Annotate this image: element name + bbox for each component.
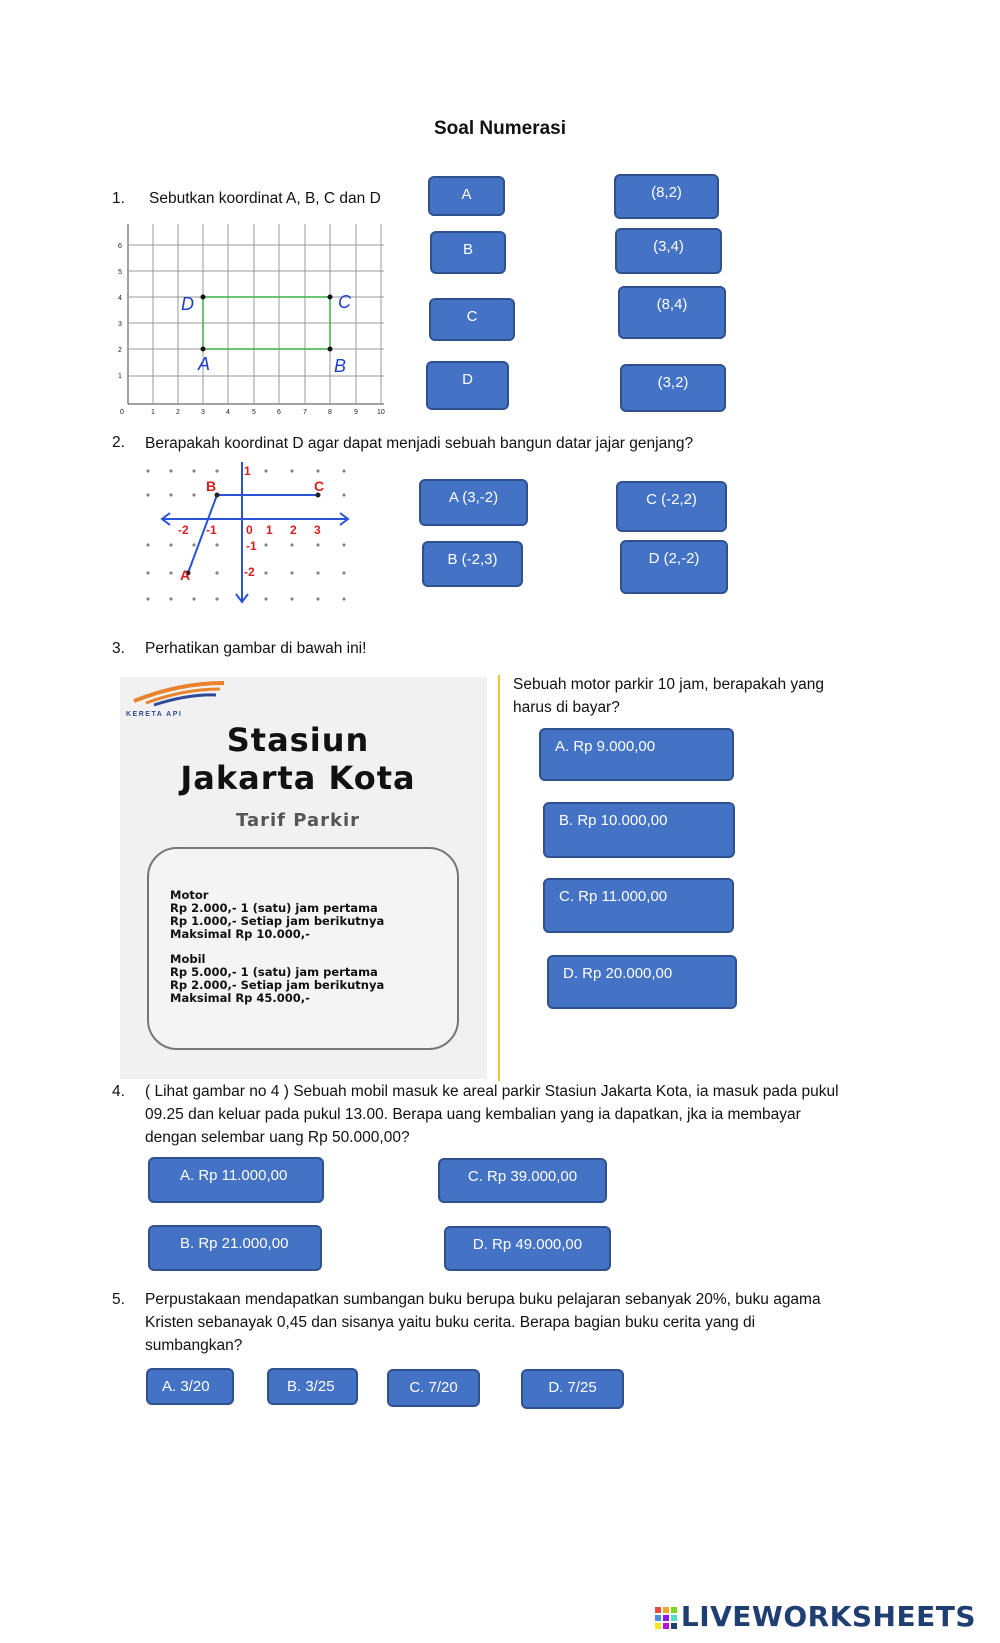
y-label: -2 (244, 565, 255, 579)
sign-subtitle: Tarif Parkir (236, 810, 360, 831)
sign-title-2: Jakarta Kota (180, 759, 416, 797)
q2-option-b[interactable]: B (-2,3) (422, 541, 523, 587)
page-title: Soal Numerasi (434, 118, 566, 139)
q4-number: 4. (112, 1083, 125, 1100)
q1-answer-2[interactable]: (3,4) (615, 228, 722, 274)
x-tick: 6 (277, 409, 281, 416)
q1-coordinate-grid (112, 218, 397, 418)
q2-option-c[interactable]: C (-2,2) (616, 481, 727, 532)
y-tick: 3 (118, 321, 122, 328)
tariff-line: Maksimal Rp 10.000,- (170, 927, 310, 941)
x-label: 1 (266, 523, 273, 537)
tariff-line: Mobil (170, 952, 206, 966)
point-label-c: C (314, 478, 325, 494)
q1-label-a[interactable]: A (428, 176, 505, 216)
point-label-d: D (181, 294, 194, 314)
q3-option-b[interactable]: B. Rp 10.000,00 (543, 802, 735, 858)
x-tick: 1 (151, 409, 155, 416)
q2-number: 2. (112, 434, 125, 451)
tariff-text (170, 889, 384, 1005)
kereta-api-logo (124, 679, 234, 719)
q1-text: Sebutkan koordinat A, B, C dan D (149, 190, 381, 207)
q2-text: Berapakah koordinat D agar dapat menjadi sebuah bangun datar jajar genjang? (145, 435, 694, 452)
x-label: -1 (206, 523, 217, 537)
tariff-line: Motor (170, 888, 209, 902)
divider-line (498, 675, 500, 1081)
q3-option-a[interactable]: A. Rp 9.000,00 (539, 728, 734, 781)
y-tick: 4 (118, 295, 122, 302)
q3-number: 3. (112, 640, 125, 657)
tariff-line: Rp 1.000,- Setiap jam berikutnya (170, 914, 385, 928)
x-label: 0 (246, 523, 253, 537)
x-label: 3 (314, 523, 321, 537)
x-tick: 3 (201, 409, 205, 416)
tariff-line: Maksimal Rp 45.000,- (170, 991, 310, 1005)
point-label-b: B (206, 478, 217, 494)
y-tick: 5 (118, 269, 122, 276)
q4-option-c[interactable]: C. Rp 39.000,00 (438, 1158, 607, 1203)
q2-option-d[interactable]: D (2,-2) (620, 540, 728, 594)
q1-number: 1. (112, 190, 125, 207)
x-tick: 5 (252, 409, 256, 416)
q1-label-c[interactable]: C (429, 298, 515, 341)
q5-option-c[interactable]: C. 7/20 (387, 1369, 480, 1407)
sign-title-1: Stasiun (226, 721, 370, 759)
y-tick: 1 (118, 373, 122, 380)
x-tick: 8 (328, 409, 332, 416)
y-label: -1 (246, 539, 257, 553)
tariff-line: Rp 5.000,- 1 (satu) jam pertama (170, 965, 378, 979)
q5-text: Perpustakaan mendapatkan sumbangan buku berupa buku pelajaran sebanyak 20%, buku agama Kristen sebanayak 0,45 dan sisanya yaitu buku cerita. Berapa bagian buku cerita yang di sumbangkan? (145, 1291, 821, 1354)
x-tick: 0 (120, 409, 124, 416)
q3-question: Sebuah motor parkir 10 jam, berapakah yang harus di bayar? (513, 676, 825, 716)
x-tick: 9 (354, 409, 358, 416)
q5-option-d[interactable]: D. 7/25 (521, 1369, 624, 1409)
q1-label-d[interactable]: D (426, 361, 509, 410)
x-tick: 4 (226, 409, 230, 416)
point-label-b: B (334, 356, 347, 376)
q4-option-a[interactable]: A. Rp 11.000,00 (148, 1157, 324, 1203)
q3-option-c[interactable]: C. Rp 11.000,00 (543, 878, 734, 933)
y-tick: 6 (118, 243, 122, 250)
q5-option-a[interactable]: A. 3/20 (146, 1368, 234, 1405)
q5-number: 5. (112, 1291, 125, 1308)
q1-answer-3[interactable]: (8,4) (618, 286, 726, 339)
parking-sign-image (120, 677, 487, 1079)
q5-option-b[interactable]: B. 3/25 (267, 1368, 358, 1405)
liveworksheets-logo-icon (655, 1603, 677, 1625)
q4-text: ( Lihat gambar no 4 ) Sebuah mobil masuk ke areal parkir Stasiun Jakarta Kota, ia masuk pada pukul 09.25 dan keluar pada pukul 13.00. Berapa uang kembalian yang ia dapatkan, jka ia membayar dengan selembar uang Rp 50.000,00? (145, 1083, 839, 1146)
q4-option-b[interactable]: B. Rp 21.000,00 (148, 1225, 322, 1271)
x-tick: 7 (303, 409, 307, 416)
point-label-a: A (198, 354, 211, 374)
liveworksheets-brand[interactable] (655, 1600, 976, 1633)
tariff-line: Rp 2.000,- Setiap jam berikutnya (170, 978, 385, 992)
x-tick: 2 (176, 409, 180, 416)
y-label: 1 (244, 464, 251, 478)
q1-label-b[interactable]: B (430, 231, 506, 274)
q2-option-a[interactable]: A (3,-2) (419, 479, 528, 526)
x-label: 2 (290, 523, 297, 537)
q4-option-d[interactable]: D. Rp 49.000,00 (444, 1226, 611, 1271)
x-label: -2 (178, 523, 189, 537)
q3-option-d[interactable]: D. Rp 20.000,00 (547, 955, 737, 1009)
y-tick: 2 (118, 347, 122, 354)
liveworksheets-wordmark: LIVEWORKSHEETS (680, 1600, 976, 1633)
q3-text: Perhatikan gambar di bawah ini! (145, 640, 367, 657)
point-label-a: A (180, 567, 191, 583)
tariff-line: Rp 2.000,- 1 (satu) jam pertama (170, 901, 378, 915)
kereta-api-logo-text: KERETA API (126, 711, 183, 718)
q2-parallelogram-graph (140, 456, 368, 606)
x-tick: 10 (377, 409, 385, 416)
point-label-c: C (338, 292, 351, 312)
q1-answer-4[interactable]: (3,2) (620, 364, 726, 412)
q1-answer-1[interactable]: (8,2) (614, 174, 719, 219)
